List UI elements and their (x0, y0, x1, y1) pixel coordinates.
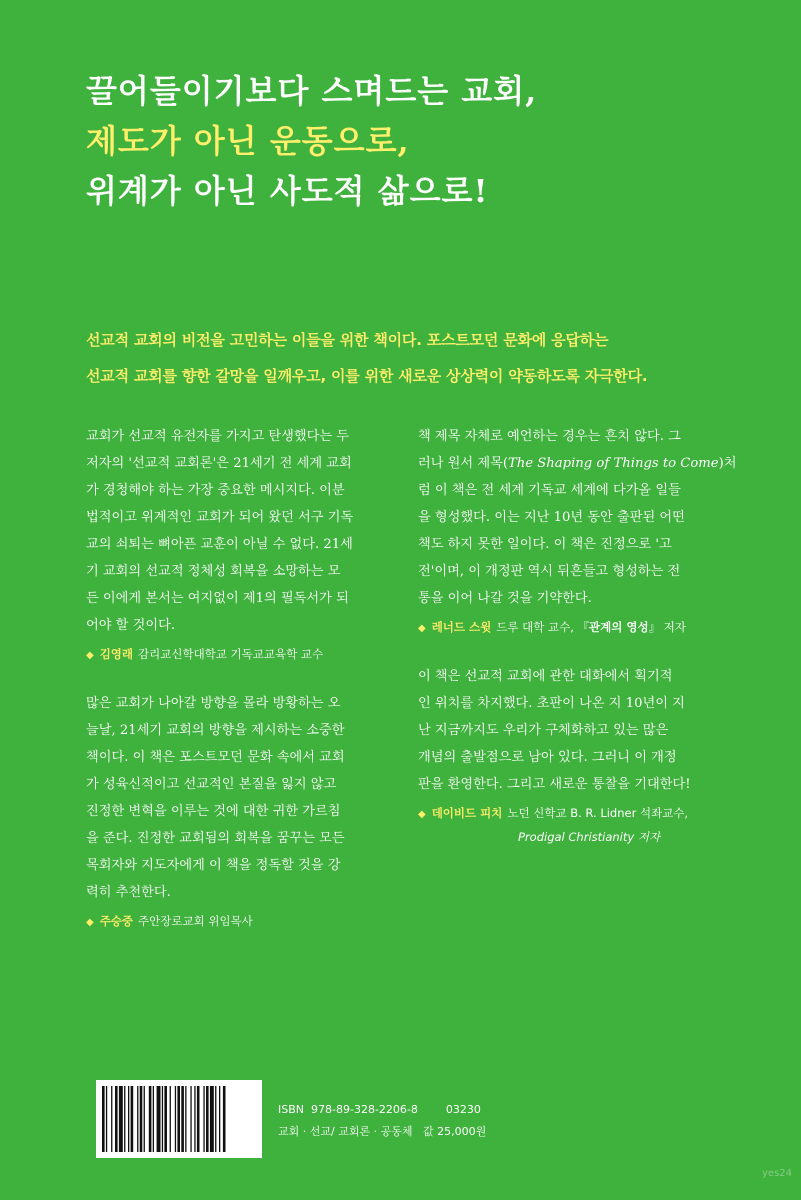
text-line: 책도 하지 못한 일이다. 이 책은 진정으로 '고 (418, 537, 672, 552)
isbn-code: 03230 (445, 1103, 481, 1116)
text-line (418, 450, 737, 477)
review-sweet (418, 423, 737, 640)
headline-line-2: 제도가 아닌 운동으로, (86, 122, 410, 160)
diamond-icon: ◆ (86, 650, 94, 661)
text-line: 통을 이어 나갈 것을 기약한다. (418, 591, 592, 606)
reviewer-name: 주승중 (99, 914, 134, 928)
reviewer-role: 주안장로교회 위임목사 (138, 914, 253, 928)
intro-line-1: 선교적 교회의 비전을 고민하는 이들을 위한 책이다. 포스트모던 문화에 응답하는 (86, 331, 609, 349)
review-joo (86, 690, 384, 934)
text-line: 교의 쇠퇴는 뼈아픈 교훈이 아닐 수 없다. 21세 (86, 537, 353, 552)
reviewer-name: 레너드 스윗 (431, 620, 492, 634)
classification-line (278, 1122, 486, 1142)
review-text (86, 690, 384, 906)
reviewer-signature (418, 616, 716, 640)
text-line: 많은 교회가 나아갈 방향을 몰라 방황하는 오 (86, 696, 341, 711)
text-line: 든 이에게 본서는 여지없이 제1의 필독서가 되 (86, 591, 349, 606)
reviewer-signature (86, 910, 384, 934)
reviewer-signature (86, 643, 384, 667)
price: 값 25,000원 (422, 1125, 487, 1138)
reviewer-name: 데이비드 피치 (431, 806, 503, 820)
review-kim (86, 423, 384, 667)
diamond-icon: ◆ (418, 623, 426, 634)
barcode-icon (102, 1086, 256, 1152)
isbn-label: ISBN (278, 1103, 305, 1116)
reviewer-role: 노던 신학교 B. R. Lidner 석좌교수, (507, 806, 689, 820)
text-line: 책이다. 이 책은 포스트모던 문화 속에서 교회 (86, 750, 345, 765)
intro-line-2: 선교적 교회를 향한 갈망을 일깨우고, 이를 위한 새로운 상상력이 약동하도록 자극한다. (86, 367, 648, 385)
review-text (86, 423, 384, 639)
text-line: 난 지금까지도 우리가 구체화하고 있는 많은 (418, 723, 669, 738)
text-line: 법적이고 위계적인 교회가 되어 왔던 서구 기독 (86, 510, 354, 525)
text-line: 책 제목 자체로 예언하는 경우는 흔치 않다. 그 (418, 429, 681, 444)
text-line: 교회가 선교적 유전자를 가지고 탄생했다는 두 (86, 429, 350, 444)
text-line: 을 형성했다. 이는 지난 10년 동안 출판된 어떤 (418, 510, 685, 525)
text-line: 인 위치를 차지했다. 초판이 나온 지 10년이 지 (418, 696, 685, 711)
classification-subjects: 교회 · 선교/ 교회론 · 공동체 (278, 1125, 413, 1138)
headline-line-1: 끌어들이기보다 스며드는 교회, (86, 72, 538, 110)
headline-line-3: 위계가 아닌 사도적 삶으로! (86, 172, 489, 210)
isbn-number: 978-89-328-2206-8 (311, 1103, 418, 1116)
text-fragment: 러나 원서 제목( (418, 456, 508, 471)
text-fragment: )처 (718, 456, 737, 471)
text-line: 이 책은 선교적 교회에 관한 대화에서 획기적 (418, 669, 673, 684)
book-title: 관계의 영성 (589, 620, 649, 634)
role-fragment: 』 저자 (648, 620, 686, 634)
isbn-line (278, 1100, 481, 1120)
barcode (96, 1080, 262, 1158)
reviewer-role: 감리교신학대학교 기독교교육학 교수 (138, 647, 324, 661)
original-title: The Shaping of Things to Come (507, 456, 719, 471)
headline (86, 66, 746, 216)
intro-text (86, 322, 746, 394)
text-line: 전'이며, 이 개정판 역시 뒤흔들고 형성하는 전 (418, 564, 681, 579)
text-line: 개념의 출발점으로 남아 있다. 그러니 이 개정 (418, 750, 677, 765)
review-text (418, 423, 737, 612)
reviewer-role (496, 620, 686, 634)
reviewer-role-2: Prodigal Christianity 저자 (518, 830, 661, 844)
text-line: 가 경청해야 하는 가장 중요한 메시지다. 이분 (86, 483, 345, 498)
role-fragment: 드루 대학 교수, 『 (496, 620, 590, 634)
reviewer-name: 김영래 (99, 647, 134, 661)
text-line: 럼 이 책은 전 세계 기독교 세계에 다가올 일들 (418, 483, 681, 498)
text-line: 저자의 '선교적 교회론'은 21세기 전 세계 교회 (86, 456, 352, 471)
diamond-icon: ◆ (86, 917, 94, 928)
text-line: 진정한 변혁을 이루는 것에 대한 귀한 가르침 (86, 804, 341, 819)
text-line: 기 교회의 선교적 정체성 회복을 소망하는 모 (86, 564, 341, 579)
text-line: 을 준다. 진정한 교회됨의 회복을 꿈꾸는 모든 (86, 831, 345, 846)
text-line: 어야 할 것이다. (86, 618, 176, 633)
text-line: 가 성육신적이고 선교적인 본질을 잃지 않고 (86, 777, 337, 792)
diamond-icon: ◆ (418, 809, 426, 820)
review-fitch (418, 663, 716, 848)
text-line: 늘날, 21세기 교회의 방향을 제시하는 소중한 (86, 723, 345, 738)
text-line: 판을 환영한다. 그리고 새로운 통찰을 기대한다! (418, 777, 691, 792)
text-line: 목회자와 지도자에게 이 책을 정독할 것을 강 (86, 858, 341, 873)
reviewer-signature (418, 802, 716, 848)
text-line: 력히 추천한다. (86, 885, 171, 900)
review-text (418, 663, 716, 798)
watermark: yes24 (762, 1168, 793, 1179)
